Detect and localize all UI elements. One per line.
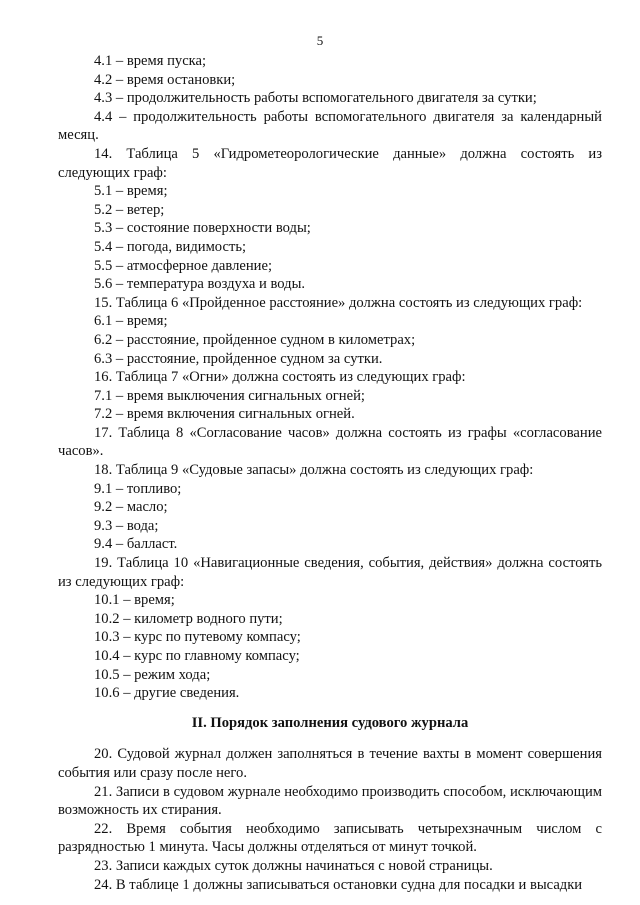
list-item: 4.3 – продолжительность работы вспомогательного двигателя за сутки; [94, 90, 537, 107]
list-item: 9.4 – балласт. [94, 536, 178, 553]
page-number: 5 [316, 33, 324, 48]
list-item: 9.3 – вода; [94, 517, 159, 534]
paragraph: 20. Судовой журнал должен заполняться в течение вахты в момент совершения события или сразу после него. [58, 746, 602, 781]
list-item: 6.2 – расстояние, пройденное судном в километрах; [94, 331, 416, 348]
list-item: 7.2 – время включения сигнальных огней. [94, 406, 355, 423]
paragraph: 4.4 – продолжительность работы вспомогательного двигателя за календарный месяц. [58, 108, 602, 144]
list-item: 10.3 – курс по путевому компасу; [94, 629, 301, 646]
list-item: 10.2 – километр водного пути; [94, 610, 283, 627]
list-item: 6.1 – время; [94, 313, 168, 330]
list-item: 16. Таблица 7 «Огни» должна состоять из следующих граф: [94, 369, 466, 386]
list-item: 5.4 – погода, видимость; [94, 238, 247, 255]
list-item: 9.1 – топливо; [94, 480, 182, 497]
list-item: 10.1 – время; [94, 592, 175, 609]
list-item: 9.2 – масло; [94, 499, 168, 516]
list-item: 5.5 – атмосферное давление; [94, 257, 273, 274]
list-item: 5.2 – ветер; [94, 201, 165, 218]
list-item: 15. Таблица 6 «Пройденное расстояние» должна состоять из следующих граф: [94, 294, 583, 311]
section-heading: II. Порядок заполнения судового журнала [191, 714, 469, 731]
paragraph: 17. Таблица 8 «Согласование часов» должна состоять из графы «согласование часов». [58, 424, 602, 460]
list-item: 5.3 – состояние поверхности воды; [94, 220, 311, 237]
list-item: 23. Записи каждых суток должны начинаться с новой страницы. [94, 857, 493, 874]
list-item: 6.3 – расстояние, пройденное судном за сутки. [94, 350, 383, 367]
list-item: 10.6 – другие сведения. [94, 685, 240, 702]
list-item: 7.1 – время выключения сигнальных огней; [94, 387, 365, 404]
list-item: 5.1 – время; [94, 183, 168, 200]
document-body [58, 52, 602, 894]
list-item: 10.4 – курс по главному компасу; [94, 648, 300, 664]
paragraph: 14. Таблица 5 «Гидрометеорологические данные» должна состоять из следующих граф: [58, 145, 602, 181]
list-item: 24. В таблице 1 должны записываться остановки судна для посадки и высадки [94, 876, 583, 893]
paragraph: 21. Записи в судовом журнале необходимо производить способом, исключающим возможность их стирания. [58, 783, 602, 819]
list-item: 18. Таблица 9 «Судовые запасы» должна состоять из следующих граф: [94, 462, 534, 479]
list-item: 5.6 – температура воздуха и воды. [94, 276, 306, 293]
paragraph: 19. Таблица 10 «Навигационные сведения, события, действия» должна состоять из следующих граф: [58, 555, 602, 590]
list-item: 10.5 – режим хода; [94, 666, 211, 683]
list-item: 4.2 – время остановки; [94, 71, 236, 88]
paragraph: 22. Время события необходимо записывать четырехзначным числом с разрядностью 1 минута. Часы должны отделяться от минут точкой. [58, 820, 602, 856]
list-item: 4.1 – время пуска; [94, 53, 207, 69]
